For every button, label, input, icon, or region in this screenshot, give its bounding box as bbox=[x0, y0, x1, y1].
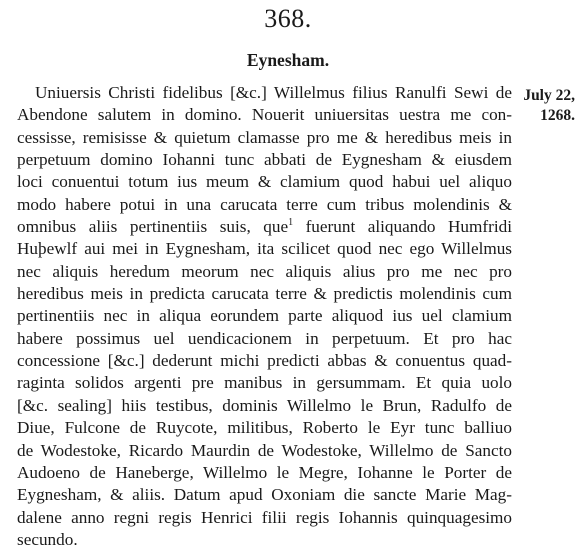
text-line: Uniuersis Christi fidelibus [&c.] Willelmus filius Ranulfi Sewi de bbox=[35, 83, 512, 102]
date-note-line-1: July 22, bbox=[523, 87, 575, 104]
text-line: modo habere potui in una carucata terre cum tribus molendinis & bbox=[17, 194, 512, 214]
text-line: secundo. bbox=[17, 529, 78, 549]
text-line: raginta solidos argenti pre manibus in gersummam. Et quia uolo bbox=[17, 373, 512, 393]
text-line: Huþewlf aui mei in Eygnesham, ita scilicet quod nec ego Willelmus bbox=[17, 239, 512, 259]
text-line-segment: fuerunt aliquando Humfridi bbox=[293, 217, 512, 237]
text-line: [&c. sealing] hiis testibus, dominis Willelmo le Brun, Radulfo de bbox=[17, 395, 512, 415]
text-line: concessione [&c.] dederunt michi predicti abbas & conuentus quad- bbox=[17, 351, 512, 371]
page-number: 368. bbox=[264, 4, 312, 33]
text-line: nec aliquis heredum meorum nec aliquis alius pro me nec pro bbox=[17, 261, 512, 281]
text-line: cessisse, remisisse & quietum clamasse pro me & heredibus meis in bbox=[17, 127, 512, 147]
charter-text bbox=[17, 82, 512, 551]
margin-date-note bbox=[517, 86, 575, 126]
text-line: Diue, Fulcone de Ruycote, militibus, Roberto le Eyr tunc balliuo bbox=[17, 418, 512, 438]
text-line: loci conuentui totum ius meum & clamium quod habui uel aliquo bbox=[17, 172, 512, 192]
text-line-segment: omnibus aliis pertinentiis suis, que bbox=[17, 217, 289, 237]
document-heading: Eynesham. bbox=[246, 50, 330, 70]
text-line: pertinentiis nec in aliqua eorundem parte aliquod ius uel clamium bbox=[17, 306, 512, 326]
text-line: de Wodestoke, Ricardo Maurdin de Wodestoke, Willelmo de Sancto bbox=[17, 440, 512, 460]
text-line: habere possimus uel uendicacionem in perpetuum. Et pro hac bbox=[17, 328, 512, 348]
footnote-marker[interactable]: 1 bbox=[288, 217, 294, 229]
text-line: Audoeno de Haneberge, Willelmo le Megre, Iohanne le Porter de bbox=[17, 462, 512, 482]
text-line: Abendone salutem in domino. Nouerit uniuersitas uestra me con- bbox=[17, 105, 512, 125]
text-line: dalene anno regni regis Henrici filii regis Iohannis quinquagesimo bbox=[17, 507, 512, 527]
text-line: Eygnesham, & aliis. Datum apud Oxoniam die sancte Marie Mag- bbox=[17, 485, 512, 505]
text-line: perpetuum domino Iohanni tunc abbati de Eygnesham & eiusdem bbox=[17, 150, 512, 170]
text-line: heredibus meis in predicta carucata terre & predictis molendinis cum bbox=[17, 284, 512, 304]
text-line bbox=[17, 216, 512, 238]
date-note-line-2: 1268. bbox=[540, 107, 575, 124]
